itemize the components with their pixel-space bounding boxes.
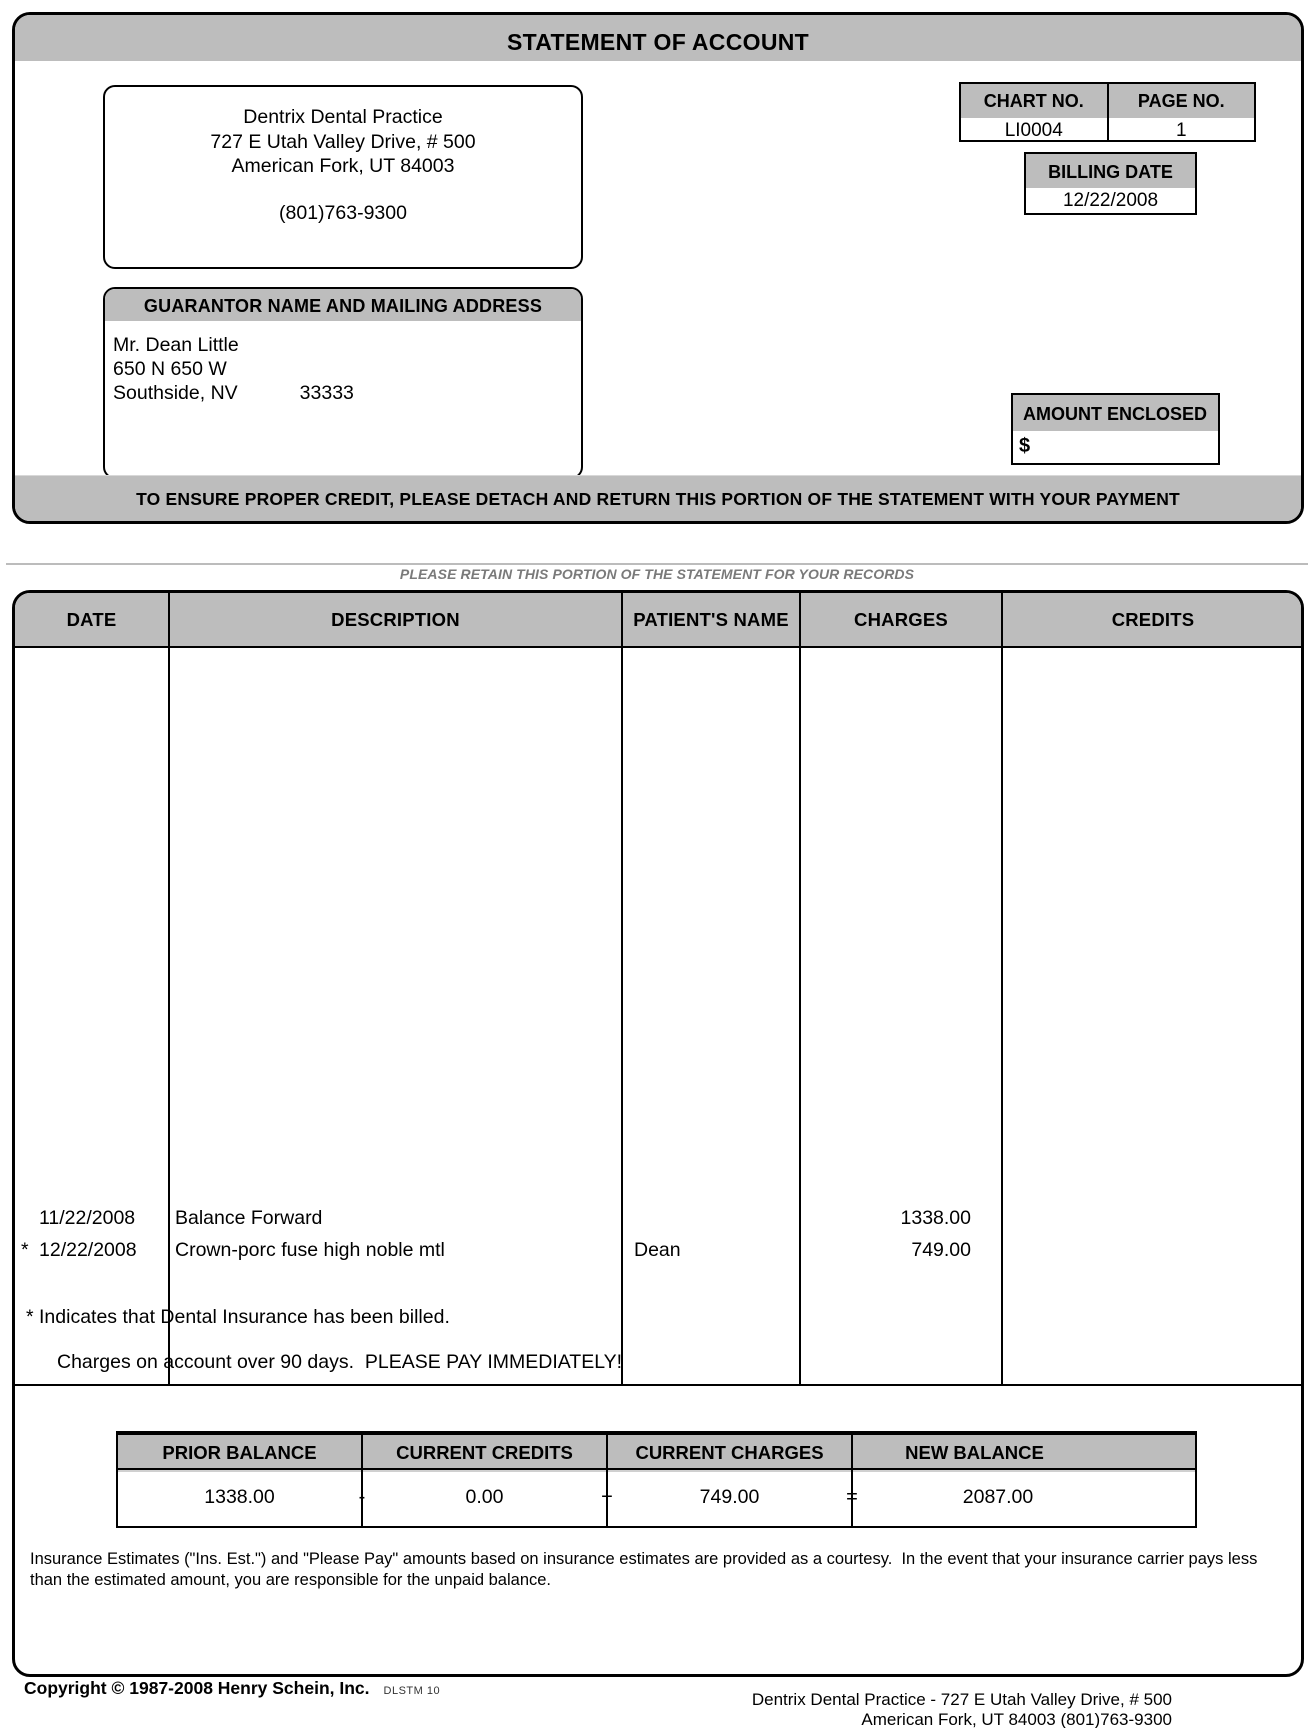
new-balance-value: 2087.00 bbox=[962, 1486, 1034, 1508]
amount-enclosed-label: AMOUNT ENCLOSED bbox=[1013, 395, 1218, 431]
page-no-label: PAGE NO. bbox=[1109, 84, 1255, 118]
current-charges-label: CURRENT CHARGES bbox=[635, 1442, 824, 1463]
guarantor-address-box bbox=[103, 287, 583, 479]
table-bottom-border bbox=[15, 1384, 1301, 1386]
table-row-1-description: Balance Forward bbox=[175, 1207, 323, 1229]
summary-header bbox=[118, 1435, 1195, 1470]
detach-instruction: TO ENSURE PROPER CREDIT, PLEASE DETACH AND RETURN THIS PORTION OF THE STATEMENT WITH YOUR PAYMENT bbox=[15, 475, 1301, 521]
guarantor-zip: 33333 bbox=[299, 382, 354, 404]
dollar-sign: $ bbox=[1019, 435, 1031, 457]
billing-date-box bbox=[1024, 152, 1197, 215]
remittance-section bbox=[12, 12, 1304, 524]
billing-date-label: BILLING DATE bbox=[1026, 154, 1195, 188]
current-credits-value: 0.00 bbox=[465, 1486, 504, 1508]
page-no-value: 1 bbox=[1175, 120, 1187, 140]
prior-balance-value: 1338.00 bbox=[204, 1486, 275, 1508]
practice-name: Dentrix Dental Practice bbox=[243, 106, 443, 128]
table-row-2-patient: Dean bbox=[634, 1239, 681, 1261]
footer-practice-line1: Dentrix Dental Practice - 727 E Utah Valley Drive, # 500 bbox=[751, 1690, 1172, 1709]
insurance-disclaimer: Insurance Estimates ("Ins. Est.") and "Please Pay" amounts based on insurance estimates are provided as a courtesy. In the event that your insurance carrier pays less than the estimated amount, you are responsible for the unpaid balance. bbox=[30, 1550, 1262, 1589]
practice-phone: (801)763-9300 bbox=[279, 201, 407, 224]
form-code: DLSTM 10 bbox=[383, 1685, 441, 1697]
guarantor-city-state: Southside, NV bbox=[113, 382, 238, 404]
table-row-1-date: 11/22/2008 bbox=[39, 1207, 136, 1229]
chart-no-label: CHART NO. bbox=[961, 84, 1107, 118]
equals-operator: = bbox=[846, 1486, 858, 1508]
footer-practice-line2: American Fork, UT 84003 (801)763-9300 bbox=[861, 1710, 1172, 1728]
column-divider bbox=[621, 593, 623, 1384]
guarantor-heading: GUARANTOR NAME AND MAILING ADDRESS bbox=[105, 289, 581, 321]
overdue-notice: Charges on account over 90 days. PLEASE PAY IMMEDIATELY! bbox=[57, 1351, 623, 1373]
footer-practice-address bbox=[752, 1690, 1172, 1728]
column-header-patient-name: PATIENT'S NAME bbox=[633, 609, 789, 630]
guarantor-name: Mr. Dean Little bbox=[113, 334, 239, 356]
guarantor-street: 650 N 650 W bbox=[113, 358, 227, 380]
minus-operator: - bbox=[358, 1486, 366, 1508]
insurance-billed-marker: * bbox=[21, 1239, 29, 1261]
chart-page-box bbox=[959, 82, 1256, 142]
table-row-2-date: 12/22/2008 bbox=[39, 1239, 137, 1261]
column-header-credits: CREDITS bbox=[1111, 609, 1195, 630]
table-row-1-charges: 1338.00 bbox=[900, 1207, 971, 1229]
statement-title: STATEMENT OF ACCOUNT bbox=[15, 15, 1301, 61]
balance-summary bbox=[116, 1431, 1197, 1528]
amount-enclosed-field[interactable] bbox=[1013, 431, 1218, 461]
new-balance-label: NEW BALANCE bbox=[905, 1442, 1044, 1463]
column-divider bbox=[168, 593, 170, 1384]
practice-address-line2: American Fork, UT 84003 bbox=[231, 155, 455, 177]
column-divider bbox=[799, 593, 801, 1384]
tear-line-divider bbox=[6, 563, 1308, 565]
current-credits-label: CURRENT CREDITS bbox=[396, 1442, 573, 1463]
table-row-2-description: Crown-porc fuse high noble mtl bbox=[175, 1239, 445, 1261]
column-header-date: DATE bbox=[66, 609, 117, 630]
practice-address-line1: 727 E Utah Valley Drive, # 500 bbox=[210, 130, 476, 153]
records-section bbox=[12, 590, 1304, 1677]
copyright-text: Copyright © 1987-2008 Henry Schein, Inc. bbox=[24, 1678, 370, 1698]
practice-address-box bbox=[103, 85, 583, 269]
plus-operator: + bbox=[601, 1486, 613, 1508]
chart-no-value: LI0004 bbox=[1004, 120, 1063, 140]
current-charges-value: 749.00 bbox=[699, 1486, 760, 1508]
copyright-line bbox=[24, 1678, 440, 1699]
retain-note: PLEASE RETAIN THIS PORTION OF THE STATEMENT FOR YOUR RECORDS bbox=[399, 566, 915, 582]
column-header-charges: CHARGES bbox=[854, 609, 948, 630]
prior-balance-label: PRIOR BALANCE bbox=[162, 1442, 317, 1463]
amount-enclosed-box bbox=[1011, 393, 1220, 465]
insurance-footnote: * Indicates that Dental Insurance has been billed. bbox=[26, 1306, 450, 1328]
column-header-description: DESCRIPTION bbox=[331, 609, 460, 630]
billing-date-value: 12/22/2008 bbox=[1062, 190, 1159, 211]
table-row-2-charges: 749.00 bbox=[911, 1239, 971, 1261]
transactions-header bbox=[15, 593, 1301, 648]
column-divider bbox=[1001, 593, 1003, 1384]
